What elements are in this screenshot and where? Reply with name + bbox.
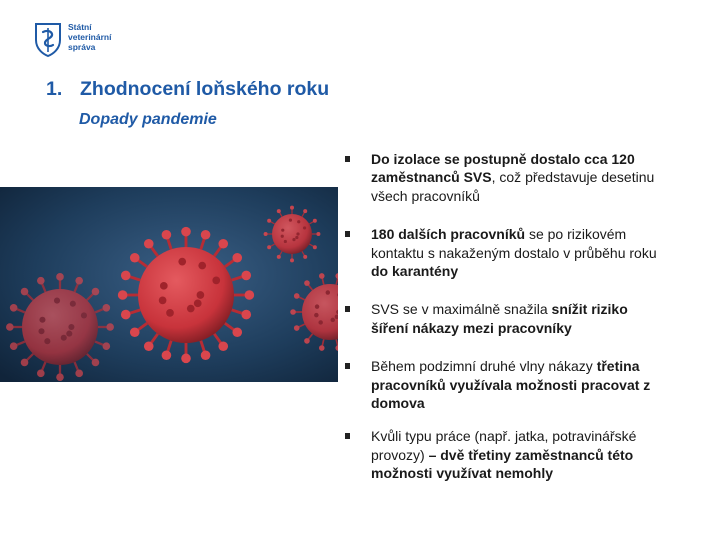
bullet-text-part: SVS se v maximálně snažila: [371, 301, 552, 318]
logo-text: [68, 22, 111, 52]
bullet-marker-icon: [345, 156, 350, 162]
bullet-item: [345, 300, 665, 337]
bullet-text-part: Do izolace se postupně dostalo cca 120 zaměstnanců SVS: [371, 151, 635, 186]
bullet-item: [345, 427, 665, 482]
bullet-item: [345, 225, 665, 280]
coronavirus-image: [0, 187, 338, 382]
bullet-text-part: do karantény: [371, 263, 459, 280]
bullet-marker-icon: [345, 433, 350, 439]
bullet-marker-icon: [345, 231, 350, 237]
bullet-text-part: , což představuje desetinu všech pracovníků: [371, 169, 655, 204]
bullet-marker-icon: [345, 306, 350, 312]
bullet-text-part: snížit riziko šíření nákazy mezi pracovníky: [371, 301, 628, 336]
svs-shield-logo-icon: [34, 22, 62, 58]
bullet-text-part: Kvůli typu práce (např. jatka, potravinářské provozy): [371, 428, 637, 463]
logo-line-3: správa: [68, 42, 96, 52]
bullet-text-part: se po rizikovém kontaktu s nakaženým dostalo v průběhu roku: [371, 226, 657, 261]
bullet-marker-icon: [345, 363, 350, 369]
bullet-item: [345, 150, 665, 205]
logo: [34, 22, 111, 58]
bullet-text-part: 180 dalších pracovníků: [371, 226, 526, 243]
bullet-list: [345, 150, 665, 503]
slide-title-number: 1.: [46, 78, 63, 100]
slide-title-text: Zhodnocení loňského roku: [80, 78, 330, 100]
slide-title: [46, 78, 329, 101]
logo-line-2: veterinární: [68, 32, 112, 42]
bullet-text-part: – dvě třetiny zaměstnanců této možnosti využívat nemohly: [371, 446, 634, 482]
slide-subtitle: Dopady pandemie: [79, 111, 217, 128]
bullet-item: [345, 357, 665, 412]
bullet-text-part: třetina pracovníků využívala možnosti pracovat z domova: [371, 358, 651, 412]
bullet-text-part: Během podzimní druhé vlny nákazy: [371, 358, 597, 375]
logo-line-1: Státní: [68, 22, 92, 32]
